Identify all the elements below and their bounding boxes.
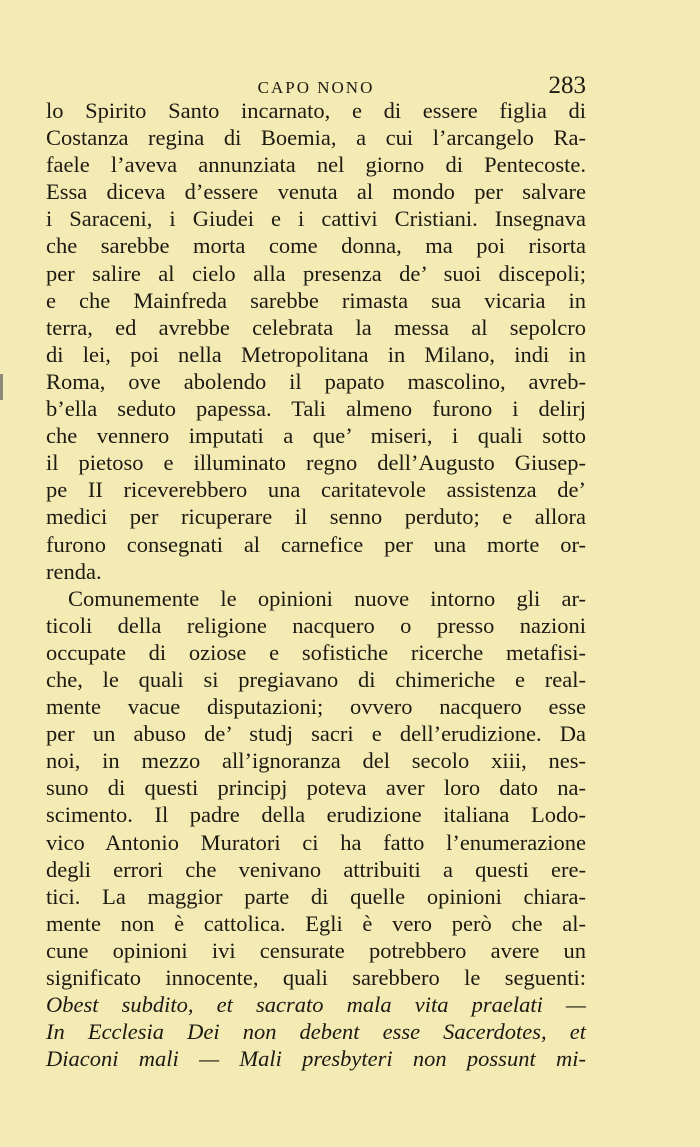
text-line: pe II riceverebbero una caritatevole assistenza de’	[46, 477, 586, 503]
running-title: CAPO NONO	[257, 78, 375, 97]
text-line: renda.	[46, 558, 102, 584]
text-line: che vennero imputati a que’ miseri, i quali sotto	[46, 423, 586, 449]
text-line: per un abuso de’ studj sacri e dell’erudizione. Da	[46, 721, 586, 747]
text-line: il pietoso e illuminato regno dell’Augusto Giusep-	[46, 450, 586, 476]
text-line: furono consegnati al carnefice per una morte or-	[46, 531, 586, 557]
text-line: Costanza regina di Boemia, a cui l’arcangelo Ra-	[46, 125, 586, 151]
text-line: faele l’aveva annunziata nel giorno di Pentecoste.	[46, 152, 586, 178]
text-line: degli errori che venivano attribuiti a questi ere-	[46, 856, 586, 882]
text-line: scimento. Il padre della erudizione italiana Lodo-	[46, 802, 586, 828]
text-line: lo Spirito Santo incarnato, e di essere figlia di	[46, 98, 586, 123]
text-line: per salire al cielo alla presenza de’ suoi discepoli;	[46, 260, 586, 286]
text-line: i Saraceni, i Giudei e i cattivi Cristiani. Insegnava	[46, 206, 586, 232]
text-line: Roma, ove abolendo il papato mascolino, avreb-	[46, 368, 586, 394]
latin-quote-line: In Ecclesia Dei non debent esse Sacerdotes, et	[46, 1019, 586, 1045]
text-line: b’ella seduto papessa. Tali almeno furono i delirj	[46, 396, 586, 422]
text-line: di lei, poi nella Metropolitana in Milano, indi in	[46, 341, 586, 367]
text-line: occupate di oziose e sofistiche ricerche metafisi-	[46, 639, 586, 665]
latin-quote-line: Diaconi mali — Mali presbyteri non possunt mi-	[46, 1046, 586, 1072]
text-line: mente non è cattolica. Egli è vero però che al-	[46, 910, 586, 936]
text-line: mente vacue disputazioni; ovvero nacquero esse	[46, 694, 586, 720]
page-number: 283	[548, 72, 586, 99]
text-line: terra, ed avrebbe celebrata la messa al sepolcro	[46, 314, 586, 340]
text-line: Comunemente le opinioni nuove intorno gli ar-	[68, 585, 586, 611]
text-line: cune opinioni ivi censurate potrebbero avere un	[46, 937, 586, 963]
text-line: vico Antonio Muratori ci ha fatto l’enumerazione	[46, 829, 586, 855]
text-line: ticoli della religione nacquero o presso nazioni	[46, 612, 586, 638]
text-line: che sarebbe morta come donna, ma poi risorta	[46, 233, 586, 259]
text-line: medici per ricuperare il senno perduto; e allora	[46, 504, 586, 530]
text-line: noi, in mezzo all’ignoranza del secolo xiii, nes-	[46, 748, 586, 774]
body-text	[46, 97, 586, 1072]
latin-quote-line: Obest subdito, et sacrato mala vita praelati —	[46, 992, 586, 1018]
text-line: tici. La maggior parte di quelle opinioni chiara-	[46, 883, 586, 909]
margin-mark	[0, 374, 3, 400]
text-line: significato innocente, quali sarebbero le seguenti:	[46, 965, 586, 990]
text-line: e che Mainfreda sarebbe rimasta sua vicaria in	[46, 287, 586, 313]
text-line: che, le quali si pregiavano di chimeriche e real-	[46, 666, 586, 692]
text-line: Essa diceva d’essere venuta al mondo per salvare	[46, 179, 586, 205]
text-line: suno di questi principj poteva aver loro dato na-	[46, 775, 586, 801]
